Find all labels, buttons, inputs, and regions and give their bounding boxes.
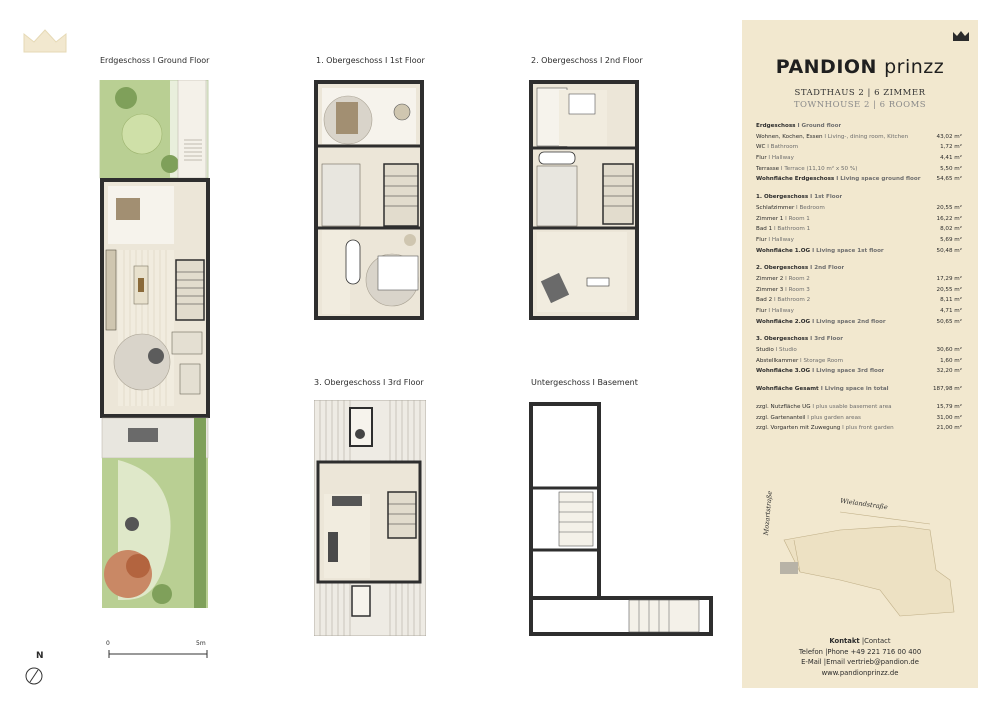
room-list-spacer [756,377,962,384]
room-name-de: 1. Obergeschoss [756,194,809,201]
room-area-value: 1,60 m² [940,357,962,364]
room-label [756,174,921,185]
living-space-total-row [756,366,962,377]
phone-number-link[interactable]: +49 221 716 00 400 [850,647,922,656]
room-name-en: I Hallway [768,308,794,314]
room-label [756,121,841,132]
room-name-en: I Ground floor [797,123,842,129]
room-name-en: I Living space in total [820,386,889,393]
scale-bar [107,646,211,660]
room-area-value: 43,02 m² [936,133,962,140]
email-label: E-Mail |Email [801,658,845,666]
room-name-de: Wohnen, Kochen, Essen [756,133,823,140]
room-area-row [756,214,962,225]
room-area-value: 50,48 m² [936,247,962,254]
street-label-1: Wielandstraße [839,496,889,512]
room-area-list [756,121,962,434]
room-name-de: Bad 2 [756,297,773,304]
second-floor-plan [529,80,641,320]
room-name-en: I Living space ground floor [836,176,921,183]
ground-floor-plan [98,80,210,610]
contact-block [742,636,978,678]
room-label [756,274,810,285]
room-label [756,317,886,328]
room-name-de: Wohnfläche 2.OG [756,318,811,325]
floor-section-heading [756,263,962,274]
site-map [780,500,960,620]
room-area-value: 50,65 m² [936,318,962,325]
room-name-de: zzgl. Nutzfläche UG [756,403,811,410]
room-name-de: Wohnfläche 3.OG [756,368,811,375]
crown-icon [952,30,970,42]
room-name-de: Flur [756,155,767,162]
floor-section-heading [756,334,962,345]
room-label [756,384,889,395]
room-list-spacer [756,185,962,192]
room-label [756,214,810,225]
living-space-total-row [756,174,962,185]
room-area-value: 4,41 m² [940,155,962,162]
room-name-en: I Living space 3rd floor [812,368,885,375]
room-name-en: I Room 2 [785,275,810,282]
basement-plan [529,402,713,636]
phone-label: Telefon |Phone [798,647,849,656]
first-floor-plan [314,80,426,320]
room-area-value: 16,22 m² [936,215,962,222]
room-list-spacer [756,327,962,334]
room-name-de: Wohnfläche Erdgeschoss [756,176,835,183]
room-label [756,224,810,235]
brand-name-bold: PANDION [775,56,877,78]
room-list-spacer [756,256,962,263]
floor-label-second: 2. Obergeschoss I 2nd Floor [531,56,643,65]
scale-start-label: 0 [106,640,110,647]
room-area-value: 21,00 m² [936,425,962,432]
room-area-row [756,132,962,143]
room-label [756,132,908,143]
room-area-row [756,224,962,235]
room-name-en: I Storage Room [800,357,844,364]
room-name-en: I 3rd Floor [810,336,843,343]
room-area-row [756,423,962,434]
room-area-row [756,274,962,285]
room-name-en: I Room 3 [785,286,810,293]
room-label [756,423,894,434]
room-name-de: Zimmer 3 [756,286,784,293]
room-area-value: 4,71 m² [940,308,962,314]
room-label [756,164,857,175]
room-name-de: Wohnfläche 1.OG [756,247,811,254]
room-label [756,402,892,413]
room-name-en: I Bathroom 2 [773,297,811,304]
room-name-de: Terrasse [756,165,780,172]
room-name-de: Zimmer 1 [756,215,784,222]
room-area-value: 8,02 m² [940,226,962,233]
room-area-row [756,285,962,296]
room-area-value: 17,29 m² [936,275,962,282]
room-name-de: zzgl. Gartenanteil [756,414,806,421]
room-name-en: I Hallway [768,155,794,162]
room-name-de: Zimmer 2 [756,275,784,282]
living-space-total-row [756,384,962,395]
subtitle-de: STADTHAUS 2 | 6 ZIMMER [794,88,926,98]
room-name-en: I 1st Floor [810,194,843,201]
room-name-en: I Living space 2nd floor [812,318,886,325]
room-name-de: Wohnfläche Gesamt [756,386,819,393]
room-name-en: I Living space 1st floor [812,247,884,254]
room-name-de: Bad 1 [756,226,773,233]
contact-title-de: Kontakt [829,637,860,645]
room-label [756,153,794,164]
room-name-de: Studio [756,347,774,354]
room-label [756,235,794,246]
floor-section-heading [756,121,962,132]
brand-logo [742,56,978,78]
room-name-en: I plus front garden [842,425,894,432]
room-area-row [756,235,962,246]
room-area-value: 32,20 m² [936,368,962,375]
room-area-value: 5,50 m² [940,165,962,172]
third-floor-plan [314,400,426,636]
room-area-value: 30,60 m² [936,347,962,354]
room-area-row [756,306,962,317]
floor-section-heading [756,192,962,203]
room-area-row [756,203,962,214]
room-label [756,306,794,317]
subtitle-en: TOWNHOUSE 2 | 6 ROOMS [793,100,927,110]
crown-logo-icon [22,28,68,54]
info-panel [742,20,978,688]
room-name-en: I Room 1 [785,215,810,222]
room-name-en: I Living-, dining room, Kitchen [824,133,909,140]
floor-label-third: 3. Obergeschoss I 3rd Floor [314,378,424,387]
room-name-en: I Bathroom 1 [773,226,811,233]
room-name-de: zzgl. Vorgarten mit Zuwegung [756,425,841,432]
scale-end-label: 5m [196,640,206,647]
room-label [756,203,825,214]
room-name-de: Flur [756,308,767,314]
floor-label-ground: Erdgeschoss I Ground Floor [100,56,210,65]
room-name-en: I 2nd Floor [810,265,845,272]
room-area-value: 15,79 m² [936,403,962,410]
room-label [756,345,797,356]
room-name-de: Schlafzimmer [756,204,795,211]
compass-label: N [36,651,44,661]
room-label [756,366,884,377]
website-link[interactable]: www.pandionprinzz.de [821,668,899,677]
room-area-row [756,164,962,175]
floor-label-first: 1. Obergeschoss I 1st Floor [316,56,425,65]
room-name-de: Abstellkammer [756,357,799,364]
room-name-de: WC [756,144,766,151]
room-area-row [756,153,962,164]
room-name-en: I Studio [775,347,797,354]
room-label [756,285,810,296]
room-label [756,263,844,274]
room-name-de: 3. Obergeschoss [756,336,809,343]
room-name-de: 2. Obergeschoss [756,265,809,272]
room-name-en: I Bathroom [767,144,799,151]
room-label [756,142,798,153]
contact-title-en: |Contact [861,637,891,645]
room-area-value: 187,98 m² [932,386,962,393]
room-label [756,413,861,424]
room-area-row [756,402,962,413]
room-area-value: 54,65 m² [936,176,962,183]
living-space-total-row [756,246,962,257]
room-area-value: 1,72 m² [940,144,962,151]
room-name-de: Erdgeschoss [756,123,796,129]
street-label-2: Mozartstraße [762,490,774,536]
room-name-en: I plus garden areas [807,414,861,421]
room-label [756,356,843,367]
room-area-row [756,345,962,356]
room-area-row [756,295,962,306]
room-label [756,192,842,203]
room-area-row [756,413,962,424]
room-name-en: I Terrace (11,10 m² x 50 %) [780,165,858,172]
room-label [756,295,810,306]
room-area-value: 20,55 m² [936,204,962,211]
room-name-en: I Bedroom [796,204,825,211]
brand-name-light: prinzz [884,56,945,78]
room-name-en: I plus usable basement area [812,403,892,410]
floor-label-basement: Untergeschoss I Basement [531,378,638,387]
room-label [756,246,884,257]
room-name-en: I Hallway [768,236,794,243]
room-area-row [756,356,962,367]
room-area-value: 20,55 m² [936,286,962,293]
room-area-value: 5,69 m² [940,236,962,243]
room-area-row [756,142,962,153]
room-area-value: 8,11 m² [940,297,962,304]
room-list-spacer [756,395,962,402]
room-label [756,334,843,345]
email-link[interactable]: vertrieb@pandion.de [847,658,919,666]
room-area-value: 31,00 m² [936,414,962,421]
room-name-de: Flur [756,236,767,243]
living-space-total-row [756,317,962,328]
